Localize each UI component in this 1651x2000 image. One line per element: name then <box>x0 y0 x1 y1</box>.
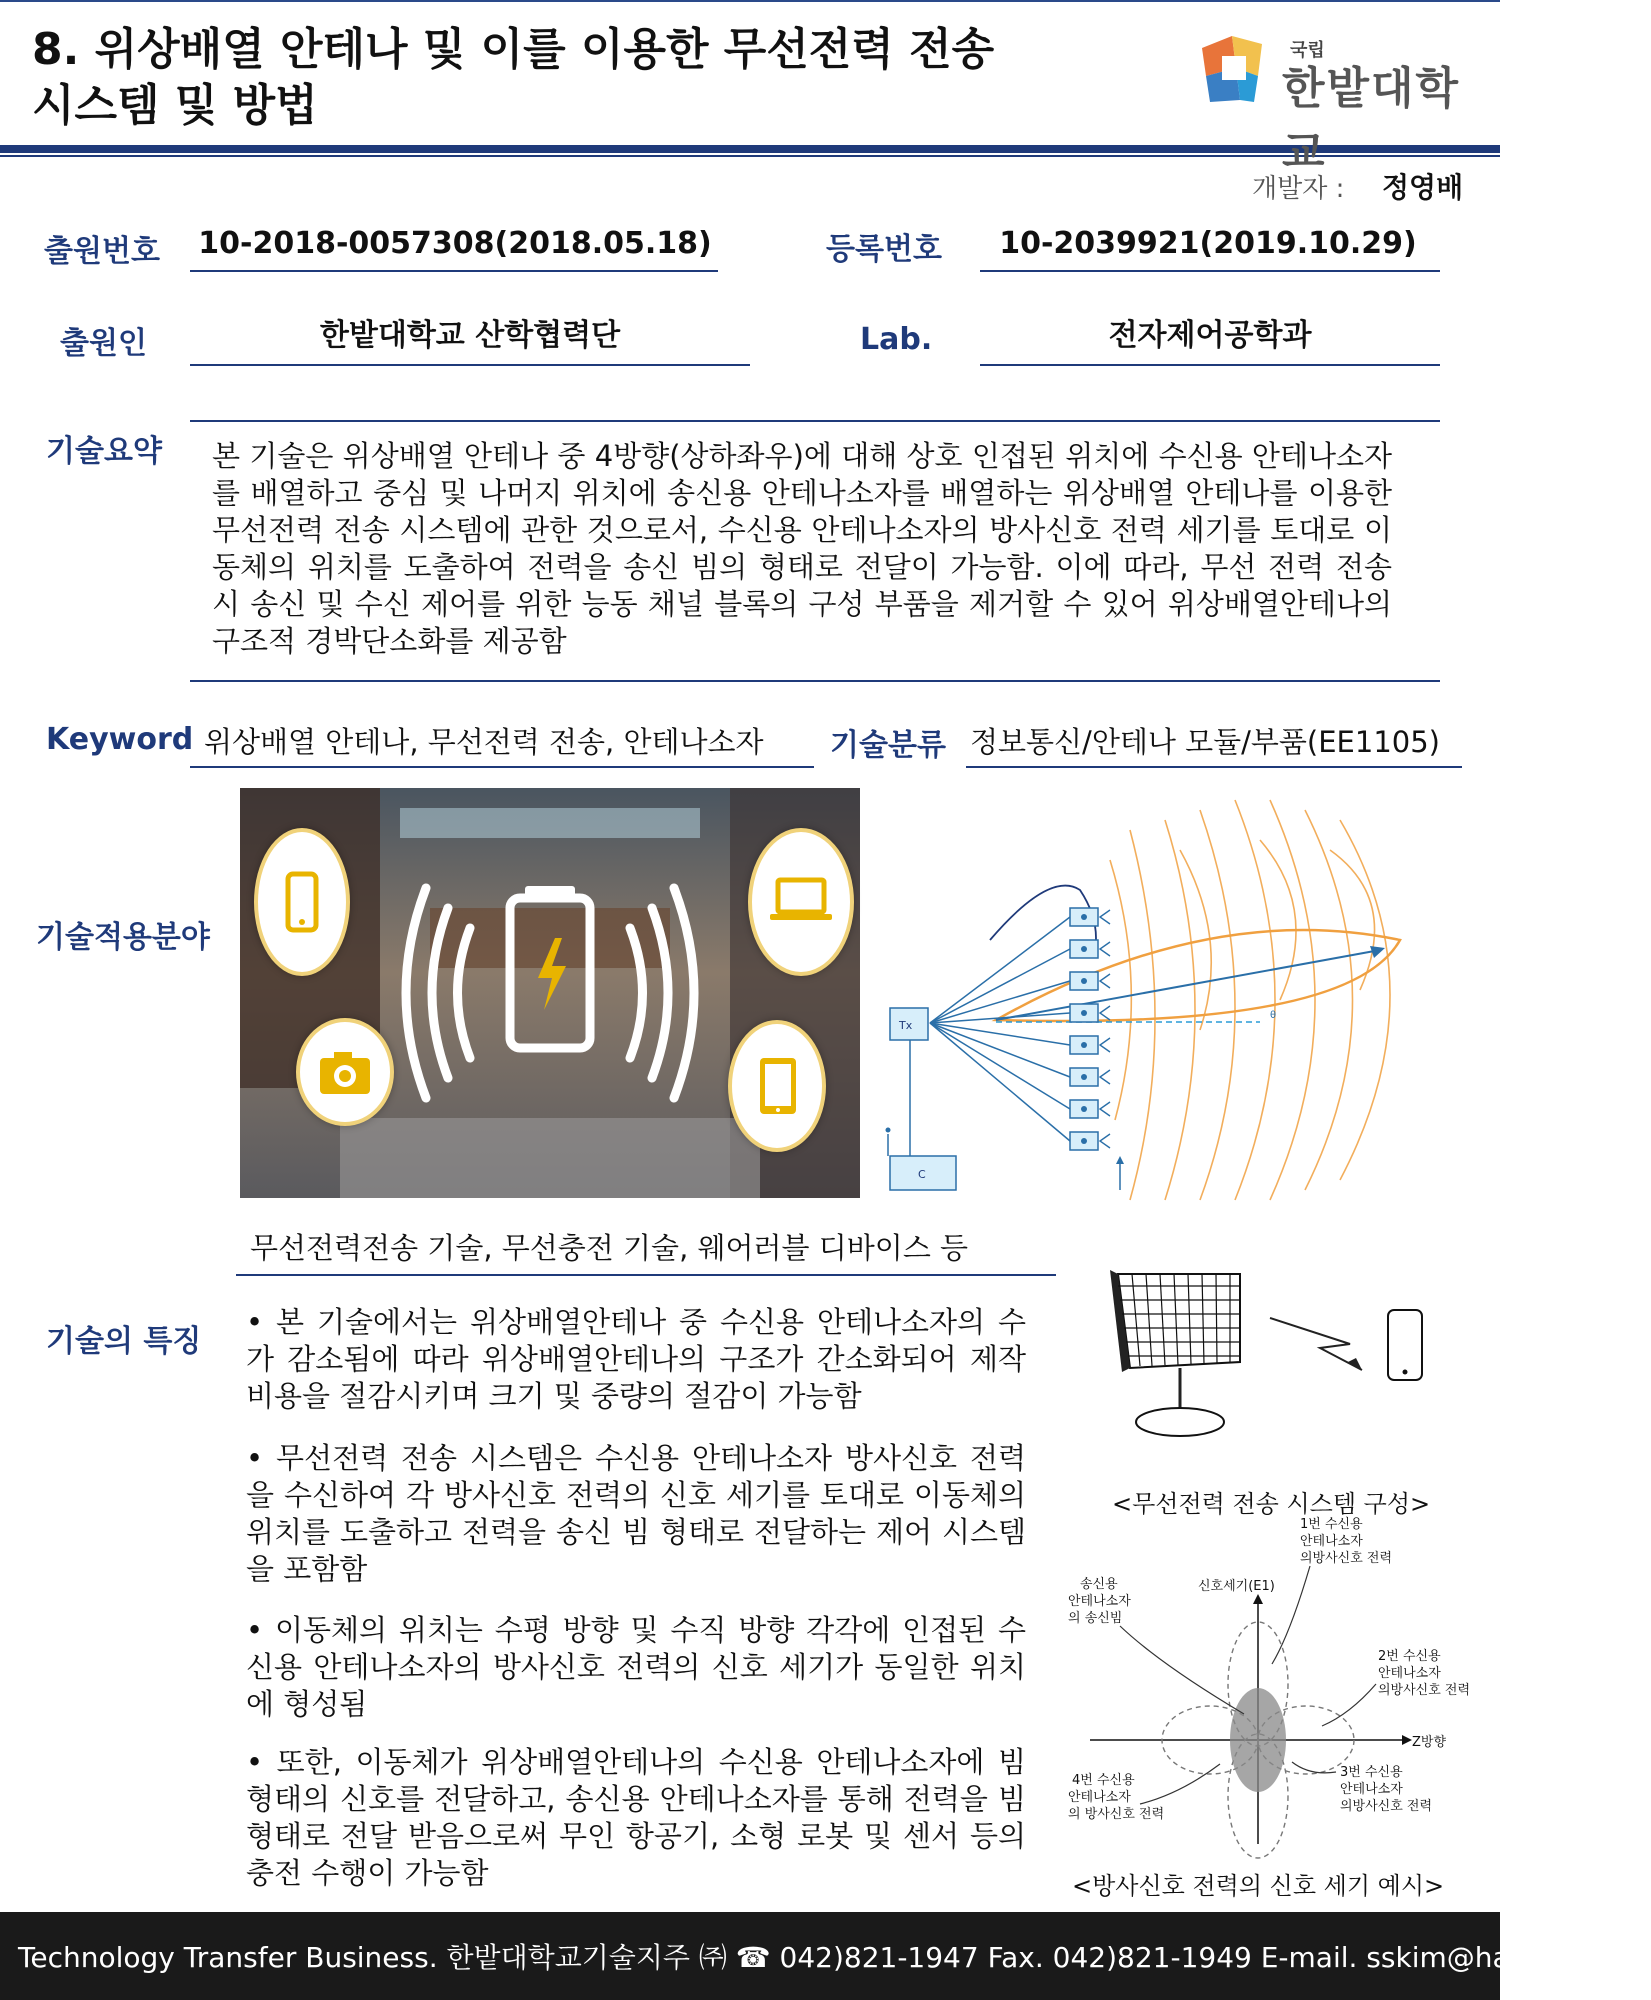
feature-item-1: • 본 기술에서는 위상배열안테나 중 수신용 안테나소자의 수가 감소됨에 따라 위상배열안테나의 구조가 간소화되어 제작비용을 절감시키며 크기 및 중량의 절감이 가능함 <box>246 1305 1026 1413</box>
lab-value: 전자제어공학과 <box>1108 318 1312 353</box>
application-field-label: 기술적용분야 <box>36 920 210 955</box>
theta-label: θ <box>1270 1010 1277 1021</box>
rx2-label-line3: 의방사신호 전력 <box>1378 1683 1471 1698</box>
tx-beam-label-line1: 송신용 <box>1080 1577 1118 1592</box>
rx3-label-line3: 의방사신호 전력 <box>1340 1799 1433 1814</box>
applicant-label: 출원인 <box>60 326 147 361</box>
feature-item-2: • 무선전력 전송 시스템은 수신용 안테나소자 방사신호 전력을 수신하여 각 방사신호 전력의 신호 세기를 토대로 이동체의 위치를 도출하고 전력을 송신 빔 형태로 전달하는 제어 시스템을 포함함 <box>246 1441 1026 1586</box>
rx2-label-line2: 안테나소자 <box>1378 1666 1441 1681</box>
smartphone-icon <box>258 832 346 972</box>
title-rule <box>0 145 1500 153</box>
keyword-label: Keyword <box>46 722 194 757</box>
tx-beam-label-line3: 의 송신빔 <box>1068 1611 1123 1626</box>
top-border <box>0 0 1500 2</box>
application-number-value: 10-2018-0057308(2018.05.18) <box>198 226 712 261</box>
tx-label: Tx <box>899 1019 913 1032</box>
keyword-underline <box>190 766 814 768</box>
logo-university-name: 한밭대학교 <box>1282 63 1461 178</box>
system-configuration-figure <box>1100 1262 1440 1482</box>
summary-top-rule <box>190 420 1440 422</box>
rx2-label-line1: 2번 수신용 <box>1378 1649 1441 1664</box>
registration-number-value: 10-2039921(2019.10.29) <box>999 226 1417 261</box>
wireless-charging-photo <box>240 788 860 1198</box>
figure1-caption: <무선전력 전송 시스템 구성> <box>1112 1490 1431 1518</box>
registration-number-label: 등록번호 <box>826 232 942 267</box>
rx3-label-line2: 안테나소자 <box>1340 1782 1403 1797</box>
tablet-circle <box>728 1020 826 1152</box>
feature-item-3: • 이동체의 위치는 수평 방향 및 수직 방향 각각에 인접된 수신용 안테나소자의 방사신호 전력의 신호 세기가 동일한 위치에 형성됨 <box>246 1613 1026 1721</box>
keyword-value: 위상배열 안테나, 무선전력 전송, 안테나소자 <box>204 725 764 759</box>
rx3-label-line1: 3번 수신용 <box>1340 1765 1403 1780</box>
tablet-icon <box>732 1024 822 1148</box>
university-logo-icon <box>1192 28 1282 108</box>
applicant-underline <box>190 364 750 366</box>
title-rule-thin <box>0 155 1500 157</box>
application-field-underline <box>236 1274 1056 1276</box>
figure2-caption: <방사신호 전력의 신호 세기 예시> <box>1072 1872 1445 1900</box>
lab-underline <box>980 364 1440 366</box>
rx1-label-line3: 의방사신호 전력 <box>1300 1551 1393 1566</box>
developer-name: 정영배 <box>1382 171 1464 204</box>
rx4-label-line1: 4번 수신용 <box>1072 1773 1135 1788</box>
application-number-underline <box>190 270 718 272</box>
rx1-label-line2: 안테나소자 <box>1300 1534 1363 1549</box>
application-number-label: 출원번호 <box>44 234 160 269</box>
feature-item-4: • 또한, 이동체가 위상배열안테나의 수신용 안테나소자에 빔 형태의 신호를 전달하고, 송신용 안테나소자를 통해 전력을 빔 형태로 전달 받음으로써 무인 항공기, 소형 로봇 및 센서 등의 충전 수행이 가능함 <box>246 1745 1026 1890</box>
rx4-label-line3: 의 방사신호 전력 <box>1068 1807 1165 1822</box>
signal-strength-figure <box>1060 1514 1471 1864</box>
tx-beam-label-line2: 안테나소자 <box>1068 1594 1131 1609</box>
application-field-value: 무선전력전송 기술, 무선충전 기술, 웨어러블 디바이스 등 <box>250 1231 969 1265</box>
developer-label: 개발자 : <box>1252 174 1345 204</box>
rx4-label-line2: 안테나소자 <box>1068 1790 1131 1805</box>
summary-bottom-rule <box>190 680 1440 682</box>
rx1-label-line1: 1번 수신용 <box>1300 1517 1363 1532</box>
z-direction-label: Z방향 <box>1412 1735 1447 1750</box>
lab-label: Lab. <box>860 322 933 357</box>
controller-label: C <box>918 1168 926 1181</box>
classification-label: 기술분류 <box>830 728 946 763</box>
summary-text: 본 기술은 위상배열 안테나 중 4방향(상하좌우)에 대해 상호 인접된 위치에 수신용 안테나소자를 배열하고 중심 및 나머지 위치에 송신용 안테나소자를 배열하는 위상배열 안테나를 이용한 무선전력 전송 시스템에 관한 것으로서, 수신용 안테나소자의 방사신호 전력 세기를 토대로 이동체의 위치를 도출하여 전력을 송신 빔의 형태로 전달이 가능함. 이에 따라, 무선 전력 전송 시 송신 및 수신 제어를 위한 능동 채널 블록의 구성 부품을 제거할 수 있어 위상배열안테나의 구조적 경박단소화를 제공함 <box>212 439 1392 658</box>
camera-circle <box>296 1018 394 1126</box>
summary-label: 기술요약 <box>46 434 162 469</box>
camera-icon <box>300 1022 390 1122</box>
page-title-line2: 시스템 및 방법 <box>32 80 318 131</box>
page-title-line1: 8. 위상배열 안테나 및 이를 이용한 무선전력 전송 <box>32 24 995 75</box>
logo-national-label: 국립 <box>1290 40 1325 61</box>
registration-number-underline <box>980 270 1440 272</box>
footer-contact: Technology Transfer Business. 한밭대학교기술지주 ㈜ ☎ 042)821-1947 Fax. 042)821-1949 E-mail. sskim@hanbat.ac.kr <box>18 1941 1651 1974</box>
laptop-icon <box>752 832 850 972</box>
page-title <box>32 22 994 134</box>
classification-value: 정보통신/안테나 모듈/부품(EE1105) <box>970 725 1440 759</box>
features-label: 기술의 특징 <box>46 1324 202 1359</box>
phased-array-beam-diagram <box>880 790 1470 1200</box>
phone-circle <box>254 828 350 976</box>
applicant-value: 한밭대학교 산학협력단 <box>319 318 621 353</box>
laptop-circle <box>748 828 854 976</box>
classification-underline <box>966 766 1462 768</box>
e1-label: 신호세기(E1) <box>1198 1579 1275 1594</box>
